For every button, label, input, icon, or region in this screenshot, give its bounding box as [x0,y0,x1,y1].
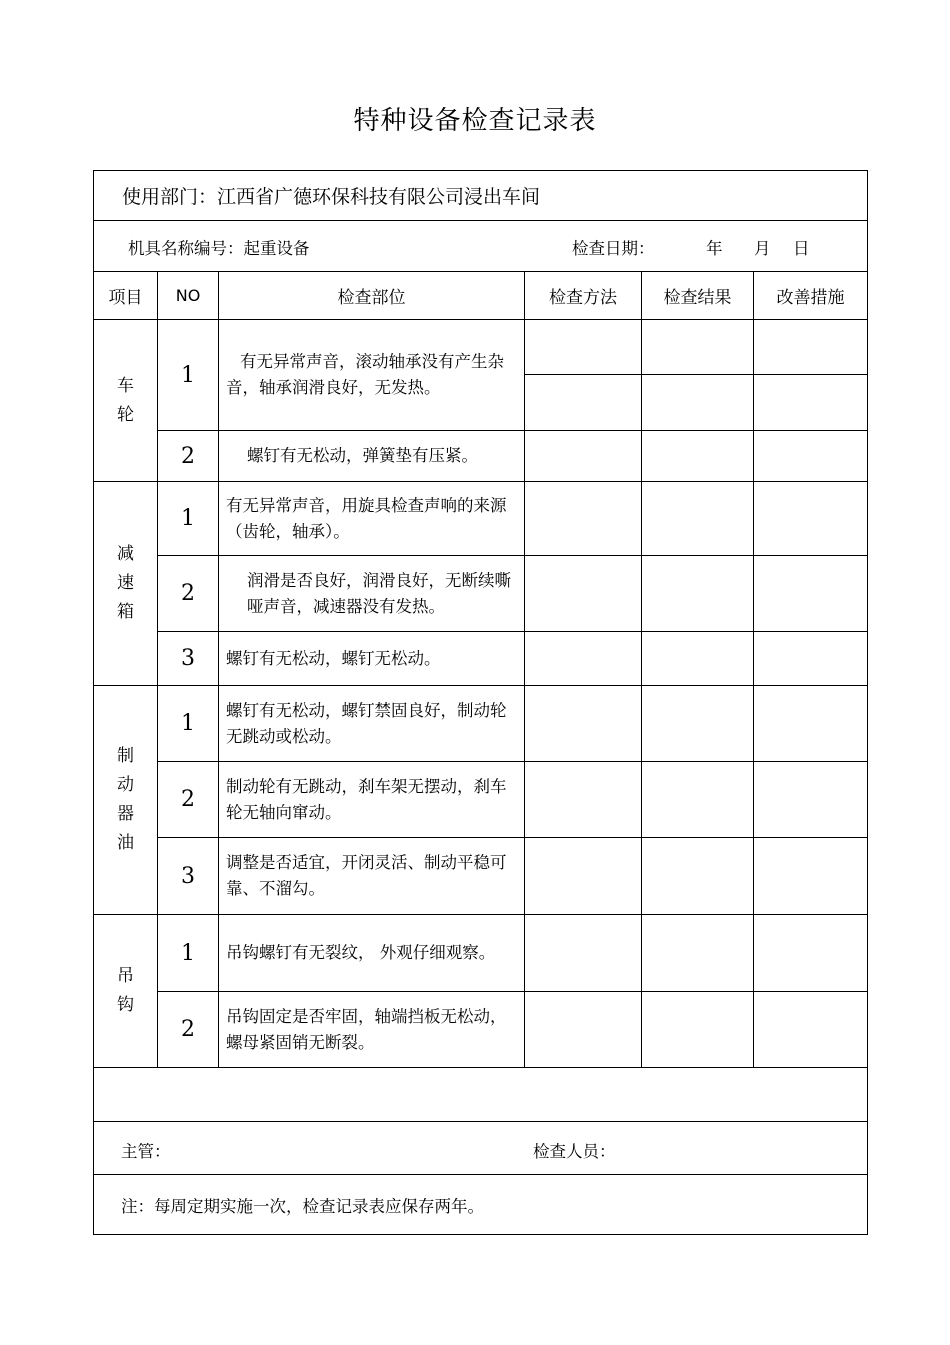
note-text: 注：每周定期实施一次，检查记录表应保存两年。 [94,1175,868,1235]
method-cell[interactable] [525,632,642,686]
table-row [94,762,868,838]
inspection-part: 螺钉有无松动，弹簧垫有压紧。 [219,431,525,482]
action-cell[interactable] [754,375,868,431]
row-number: 2 [158,431,219,482]
row-number: 3 [158,632,219,686]
supervisor-label: 主管： [121,1142,171,1161]
method-cell[interactable] [525,686,642,762]
department-row [94,171,868,221]
table-row [94,838,868,915]
table-row [94,320,868,375]
table-row [94,632,868,686]
category-cell: 车 轮 [94,320,158,482]
result-cell[interactable] [642,556,754,632]
header-method: 检查方法 [525,272,642,320]
action-cell[interactable] [754,992,868,1068]
action-cell[interactable] [754,838,868,915]
inspection-part: 吊钩固定是否牢固，轴端挡板无松动，螺母紧固销无断裂。 [219,992,525,1068]
method-cell[interactable] [525,992,642,1068]
note-row [94,1175,868,1235]
inspection-part: 调整是否适宜，开闭灵活、制动平稳可靠、不溜勾。 [219,838,525,915]
action-cell[interactable] [754,556,868,632]
category-cell: 减 速 箱 [94,482,158,686]
date-month-label: 月 [754,239,771,258]
inspection-part: 吊钩螺钉有无裂纹， 外观仔细观察。 [219,915,525,992]
inspection-part: 螺钉有无松动，螺钉无松动。 [219,632,525,686]
result-cell[interactable] [642,431,754,482]
action-cell[interactable] [754,632,868,686]
result-cell[interactable] [642,320,754,375]
check-date-label: 检查日期： [572,239,655,258]
action-cell[interactable] [754,762,868,838]
date-day-label: 日 [793,239,810,258]
method-cell[interactable] [525,482,642,556]
inspector-label: 检查人员： [533,1142,616,1161]
row-number: 1 [158,686,219,762]
header-result: 检查结果 [642,272,754,320]
result-cell[interactable] [642,915,754,992]
method-cell[interactable] [525,915,642,992]
result-cell[interactable] [642,838,754,915]
row-number: 2 [158,992,219,1068]
method-cell[interactable] [525,431,642,482]
action-cell[interactable] [754,320,868,375]
equipment-date-info [94,221,867,271]
result-cell[interactable] [642,375,754,431]
header-no: NO [158,272,219,320]
page-title: 特种设备检查记录表 [353,106,597,136]
result-cell[interactable] [642,632,754,686]
category-cell: 制 动 器 油 [94,686,158,915]
header-action: 改善措施 [754,272,868,320]
blank-cell[interactable] [94,1068,868,1122]
header-part: 检查部位 [219,272,525,320]
row-number: 1 [158,915,219,992]
date-year-label: 年 [706,239,723,258]
blank-row [94,1068,868,1122]
department-text: 使用部门：江西省广德环保科技有限公司浸出车间 [94,171,868,221]
action-cell[interactable] [754,915,868,992]
row-number: 2 [158,556,219,632]
result-cell[interactable] [642,992,754,1068]
inspection-form-table [93,170,868,1235]
inspection-part: 制动轮有无跳动，刹车架无摆动，刹车轮无轴向窜动。 [219,762,525,838]
result-cell[interactable] [642,482,754,556]
header-row [94,272,868,320]
table-row [94,686,868,762]
table-row [94,992,868,1068]
inspection-part: 螺钉有无松动，螺钉禁固良好，制动轮无跳动或松动。 [219,686,525,762]
action-cell[interactable] [754,686,868,762]
inspection-part: 有无异常声音，用旋具检查声响的来源（齿轮，轴承）。 [219,482,525,556]
row-number: 2 [158,762,219,838]
method-cell[interactable] [525,838,642,915]
table-row [94,915,868,992]
inspection-part: 润滑是否良好，润滑良好，无断续嘶哑声音，减速器没有发热。 [219,556,525,632]
equipment-date-row [94,221,868,272]
result-cell[interactable] [642,686,754,762]
method-cell[interactable] [525,762,642,838]
category-cell: 吊 钩 [94,915,158,1068]
method-cell[interactable] [525,320,642,375]
row-number: 3 [158,838,219,915]
action-cell[interactable] [754,431,868,482]
method-cell[interactable] [525,556,642,632]
signature-area [94,1122,867,1174]
result-cell[interactable] [642,762,754,838]
table-row [94,556,868,632]
equipment-name-label: 机具名称编号：起重设备 [128,239,310,258]
inspection-part: 有无异常声音，滚动轴承没有产生杂音，轴承润滑良好，无发热。 [219,320,525,431]
table-row [94,431,868,482]
signature-row [94,1122,868,1175]
row-number: 1 [158,320,219,431]
method-cell[interactable] [525,375,642,431]
header-item: 项目 [94,272,158,320]
action-cell[interactable] [754,482,868,556]
row-number: 1 [158,482,219,556]
table-row [94,482,868,556]
